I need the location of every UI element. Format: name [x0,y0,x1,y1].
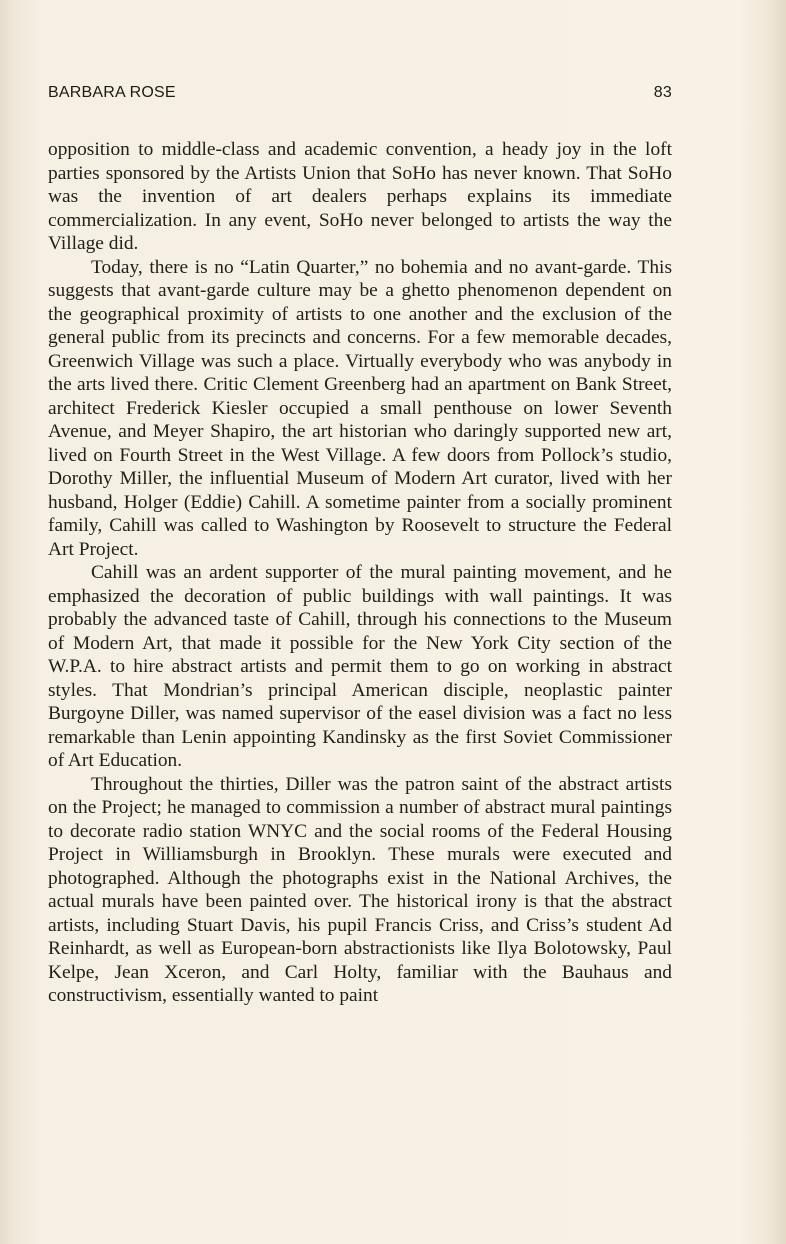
running-head: BARBARA ROSE [48,84,176,101]
paragraph: Today, there is no “Latin Quarter,” no bohemia and no avant-garde. This suggests that avant-garde culture may be a ghetto phenomenon dependent on the geographical proximity of artists to one another and the exclusion of the general public from its precincts and concerns. For a few memorable decades, Greenwich Village was such a place. Virtually everybody who was anybody in the arts lived there. Critic Clement Greenberg had an apartment on Bank Street, architect Frederick Kiesler occupied a small penthouse on lower Seventh Avenue, and Meyer Shapiro, the art historian who daringly supported new art, lived on Fourth Street in the West Village. A few doors from Pollock’s studio, Dorothy Miller, the influential Museum of Modern Art curator, lived with her husband, Holger (Eddie) Cahill. A sometime painter from a socially prominent family, Cahill was called to Washington by Roosevelt to structure the Federal Art Project. [48,256,672,560]
paragraph: opposition to middle-class and academic convention, a heady joy in the loft parties sponsored by the Artists Union that SoHo has never known. That SoHo was the invention of art dealers perhaps explains its immediate commercialization. In any event, SoHo never belonged to artists the way the Village did. [48,139,672,254]
page-header [48,84,672,106]
paragraph: Throughout the thirties, Diller was the patron saint of the abstract artists on the Project; he managed to commission a number of abstract mural paintings to decorate radio station WNYC and the social rooms of the Federal Housing Project in Williamsburgh in Brooklyn. These murals were executed and photographed. Although the photographs exist in the National Archives, the actual murals have been painted over. The historical irony is that the abstract artists, including Stuart Davis, his pupil Francis Criss, and Criss’s student Ad Reinhardt, as well as European-born abstractionists like Ilya Bolotowsky, Paul Kelpe, Jean Xceron, and Carl Holty, familiar with the Bauhaus and constructivism, essentially wanted to paint [48,773,672,1006]
paragraph: Cahill was an ardent supporter of the mural painting movement, and he emphasized the decoration of public buildings with wall paintings. It was probably the advanced taste of Cahill, through his connections to the Museum of Modern Art, that made it possible for the New York City section of the W.P.A. to hire abstract artists and permit them to go on working in abstract styles. That Mondrian’s principal American disciple, neoplastic painter Burgoyne Diller, was named supervisor of the easel division was a fact no less remarkable than Lenin appointing Kandinsky as the first Soviet Commissioner of Art Education. [48,562,672,771]
body-text [48,138,672,1008]
page-number: 83 [653,84,672,101]
